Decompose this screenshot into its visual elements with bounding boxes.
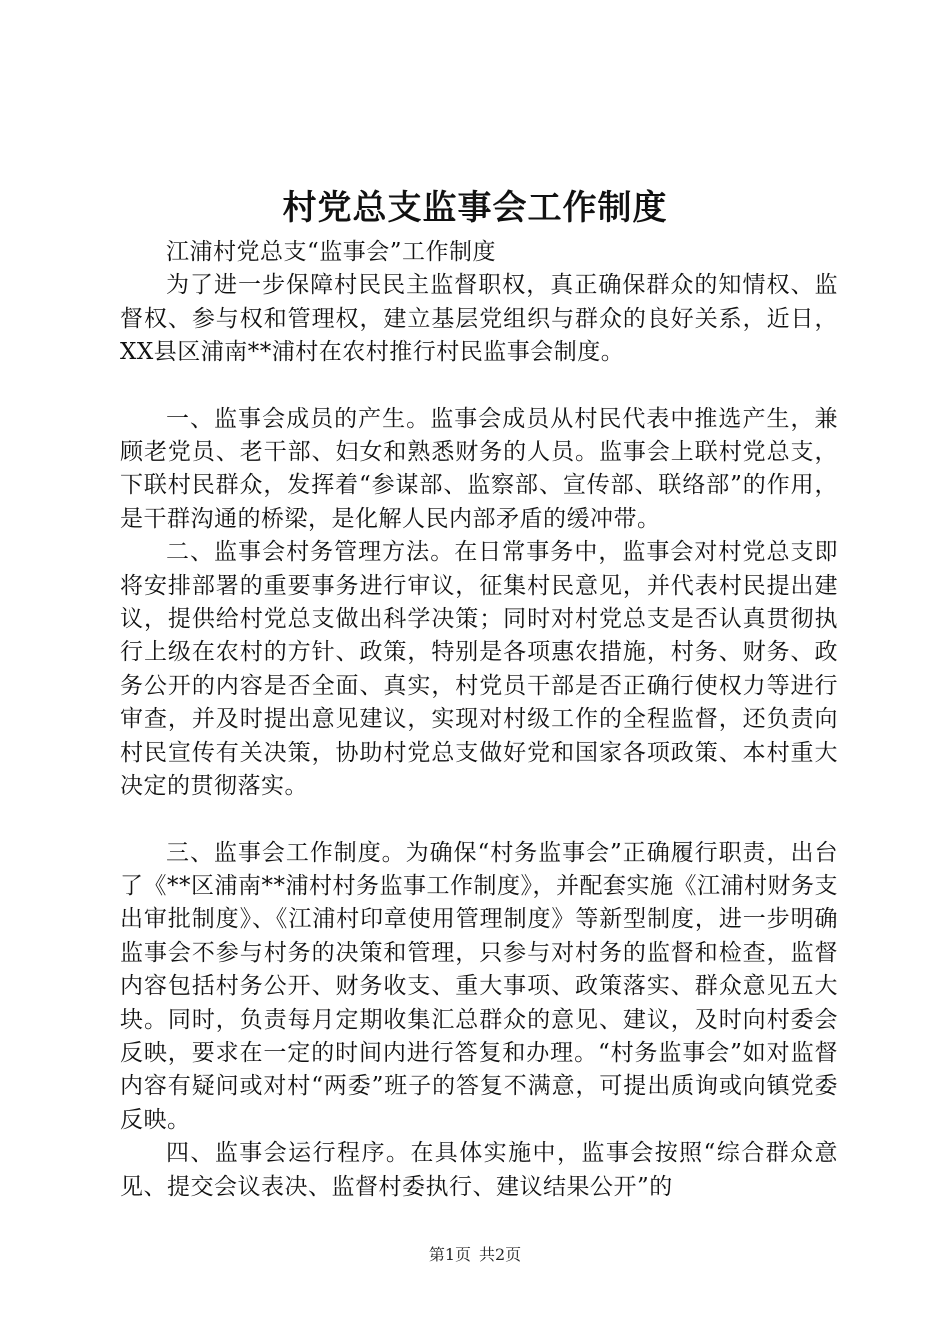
document-title: 村党总支监事会工作制度	[282, 188, 668, 228]
paragraph-section-3: 三、监事会工作制度。为确保“村务监事会”正确履行职责，出台了《**区浦南**浦村村务监事工作制度》，并配套实施《江浦村财务支出审批制度》、《江浦村印章使用管理制度》等新型制度，进一步明确监事会不参与村务的决策和管理，只参与对村务的监督和检查，监督内容包括村务公开、财务收支、重大事项、政策落实、群众意见五大块。同时，负责每月定期收集汇总群众的意见、建议，及时向村委会反映，要求在一定的时间内进行答复和办理。“村务监事会”如对监督内容有疑问或对村“两委”班子的答复不满意，可提出质询或向镇党委反映。	[120, 839, 838, 1133]
paragraph-section-2: 二、监事会村务管理方法。在日常事务中，监事会对村党总支即将安排部署的重要事务进行审议，征集村民意见，并代表村民提出建议，提供给村党总支做出科学决策；同时对村党总支是否认真贯彻执行上级在农村的方针、政策，特别是各项惠农措施，村务、财务、政务公开的内容是否全面、真实，村党员干部是否正确行使权力等进行审查，并及时提出意见建议，实现对村级工作的全程监督，还负责向村民宣传有关决策，协助村党总支做好党和国家各项政策、本村重大决定的贯彻落实。	[120, 539, 838, 800]
paragraph-section-1: 一、监事会成员的产生。监事会成员从村民代表中推选产生，兼顾老党员、老干部、妇女和熟悉财务的人员。监事会上联村党总支，下联村民群众，发挥着“参谋部、监察部、宣传部、联络部”的作用，是干群沟通的桥梁，是化解人民内部矛盾的缓冲带。	[120, 405, 838, 532]
document-body	[120, 236, 838, 1204]
page-number-total: 共2页	[479, 1245, 522, 1264]
page-number-current: 第1页	[428, 1245, 471, 1264]
page-footer	[0, 1244, 950, 1266]
paragraph-subtitle: 江浦村党总支“监事会”工作制度	[166, 239, 497, 265]
paragraph-intro: 为了进一步保障村民民主监督职权，真正确保群众的知情权、监督权、参与权和管理权，建立基层党组织与群众的良好关系，近日，XX县区浦南**浦村在农村推行村民监事会制度。	[120, 272, 838, 366]
paragraph-section-4: 四、监事会运行程序。在具体实施中，监事会按照“综合群众意见、提交会议表决、监督村委执行、建议结果公开”的	[120, 1140, 838, 1200]
